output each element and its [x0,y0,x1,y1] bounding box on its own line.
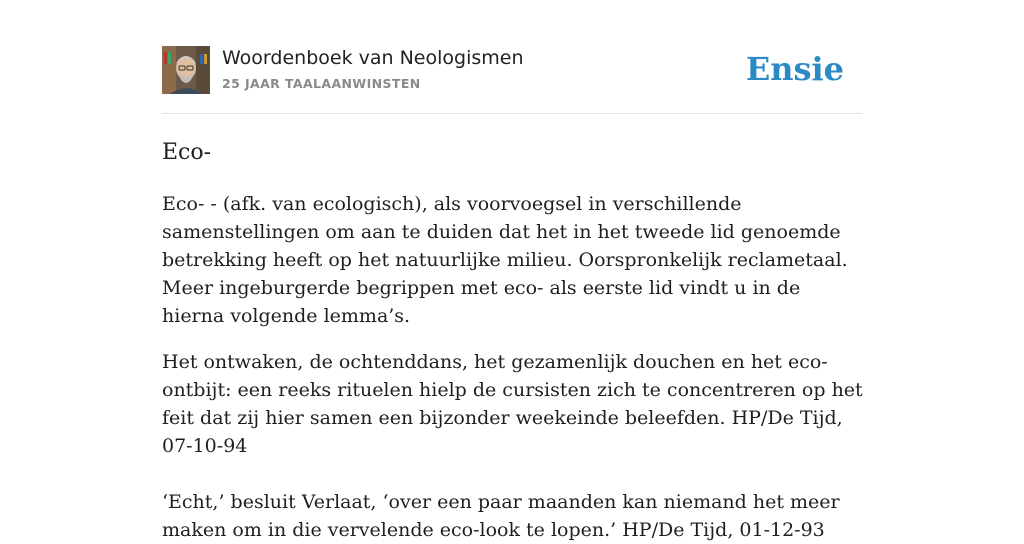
header-divider [162,113,862,114]
site-subtitle: 25 JAAR TAALAANWINSTEN [222,76,421,91]
entry-quote: Het ontwaken, de ochtenddans, het gezamenlijk douchen en het eco-ontbijt: een reeks rituelen hielp de cursisten zich te concentreren op het feit dat zij hier samen een bijzonder weekeinde beleefden. HP/De Tijd, 07-10-94 [162,351,863,457]
quote-spacer [162,460,867,488]
ensie-logo[interactable]: Ensie [745,50,844,88]
entry-content [162,138,867,544]
entry-definition: Eco- - (afk. van ecologisch), als voorvoegsel in verschillende samenstellingen om aan te duiden dat het in het tweede lid genoemde betrekking heeft op het natuurlijke milieu. Oorspronkelijk reclametaal. Meer ingeburgerde begrippen met eco- als eerste lid vindt u in de hierna volgende lemma’s. [162,193,848,327]
site-title[interactable]: Woordenboek van Neologismen [222,47,524,69]
author-avatar[interactable] [162,46,210,94]
header [162,46,862,96]
entry-term: Eco- [162,140,212,165]
entry-quote: ‘Echt,’ besluit Verlaat, ‘over een paar maanden kan niemand het meer maken om in die vervelende eco-look te lopen.’ HP/De Tijd, 01-12-93 [162,491,840,541]
